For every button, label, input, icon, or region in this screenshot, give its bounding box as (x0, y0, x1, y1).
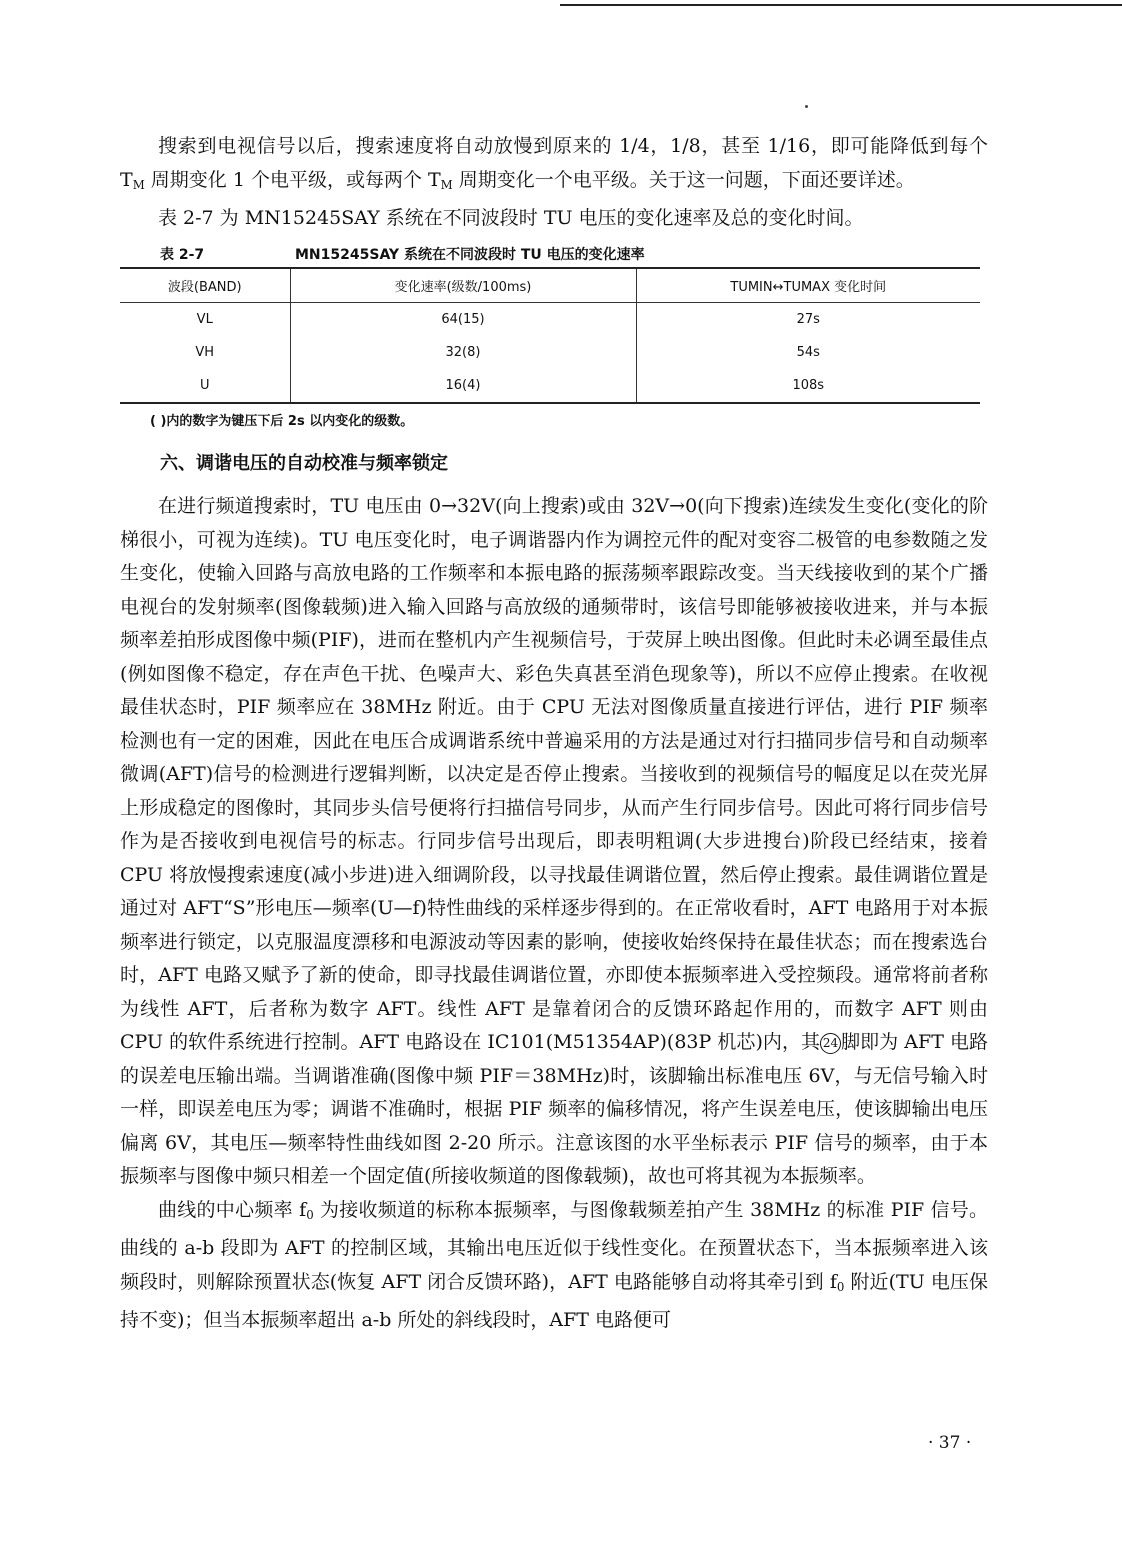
section-heading: 六、调谐电压的自动校准与频率锁定 (160, 453, 448, 475)
table-title: MN15245SAY 系统在不同波段时 TU 电压的变化速率 (295, 247, 645, 264)
table-row (120, 303, 980, 337)
paragraph-table-intro: 表 2-7 为 MN15245SAY 系统在不同波段时 TU 电压的变化速率及总的变化时间。 (158, 206, 864, 229)
table-row (120, 369, 980, 403)
cell-time: 27s (636, 303, 980, 337)
paragraph-center-frequency: 曲线的中心频率 $f_0$ 为接收频道的标称本振频率，与图像载频差拍产生 38MHz 的标准 PIF 信号。曲线的 a-b 段即为 AFT 的控制区域，其输出电压近似于线性变化。在预置状态下，当本振频率进入该频段时，则解除预置状态(恢复 AFT 闭合反馈环路)，AFT 电路能够自动将其牵引到 $f_0$ 附近(TU 电压保持不变)；但当本振频率超出 a-b 所处的斜线段时，AFT 电路便可 (120, 1198, 988, 1332)
scan-speck (805, 105, 808, 108)
table-header-row (120, 268, 980, 303)
cell-time: 54s (636, 336, 980, 369)
cell-rate: 64(15) (290, 303, 636, 337)
cell-rate: 32(8) (290, 336, 636, 369)
page-number: · 37 · (928, 1433, 972, 1453)
table-caption (120, 243, 988, 265)
cell-band: U (199, 378, 210, 394)
cell-band: VH (195, 345, 215, 361)
header-rule (560, 4, 1122, 6)
cell-time: 108s (636, 369, 980, 403)
paragraph-aft-search: 在进行频道搜索时，TU 电压由 0→32V(向上搜索)或由 32V→0(向下搜索)连续发生变化(变化的阶梯很小，可视为连续)。TU 电压变化时，电子调谐器内作为调控元件的配对变容二极管的电参数随之发生变化，使输入回路与高放电路的工作频率和本振电路的振荡频率跟踪改变。当天线接收到的某个广播电视台的发射频率(图像载频)进入输入回路与高放级的通频带时，该信号即能够被接收进来，并与本振频率差拍形成图像中频(PIF)，进而在整机内产生视频信号，于荧屏上映出图像。但此时未必调至最佳点(例如图像不稳定，存在声色干扰、色噪声大、彩色失真甚至消色现象等)，所以不应停止搜索。在收视最佳状态时，PIF 频率应在 38MHz 附近。由于 CPU 无法对图像质量直接进行评估，进行 PIF 频率检测也有一定的困难，因此在电压合成调谐系统中普遍采用的方法是通过对行扫描同步信号和自动频率微调(AFT)信号的检测进行逻辑判断，以决定是否停止搜索。当接收到的视频信号的幅度足以在荧光屏上形成稳定的图像时，其同步头信号便将行扫描信号同步，从而产生行同步信号。因此可将行同步信号作为是否接收到电视信号的标志。行同步信号出现后，即表明粗调(大步进搜台)阶段已经结束，接着 CPU 将放慢搜索速度(减小步进)进入细调阶段，以寻找最佳调谐位置，然后停止搜索。最佳调谐位置是通过对 AFT“S”形电压—频率(U—f)特性曲线的采样逐步得到的。在正常收看时，AFT 电路用于对本振频率进行锁定，以克服温度漂移和电源波动等因素的影响，使接收始终保持在最佳状态；而在搜索选台时，AFT 电路又赋予了新的使命，即寻找最佳调谐位置，亦即使本振频率进入受控频段。通常将前者称为线性 AFT，后者称为数字 AFT。线性 AFT 是靠着闭合的反馈环路起作用的，而数字 AFT 则由 CPU 的软件系统进行控制。AFT 电路设在 IC101(M51354AP)(83P 机芯)内，其 24 脚即为 AFT 电路的误差电压输出端。当调谐准确(图像中频 PIF＝38MHz)时，该脚输出标准电压 6V，与无信号输入时一样，即误差电压为零；调谐不准确时，根据 PIF 频率的偏移情况，将产生误差电压，使该脚输出电压偏离 6V，其电压—频率特性曲线如图 2-20 所示。注意该图的水平坐标表示 PIF 信号的频率，由于本振频率与图像中频只相差一个固定值(所接收频道的图像载频)，故也可将其视为本振频率。 (120, 495, 988, 1188)
header-band: 波段(BAND) (120, 268, 290, 303)
data-table (120, 267, 980, 404)
table-footnote: ( )内的数字为键压下后 2s 以内变化的级数。 (150, 414, 414, 430)
cell-band: VL (196, 312, 213, 328)
cell-rate: 16(4) (290, 369, 636, 403)
pin-number-circled: 24 (820, 1033, 841, 1054)
table-number: 表 2-7 (160, 247, 205, 264)
table-row (120, 336, 980, 369)
paragraph-search-speed: 搜索到电视信号以后，搜索速度将自动放慢到原来的 1/4，1/8，甚至 1/16，即可能降低到每个 $T_M$ 周期变化 1 个电平级，或每两个 $T_M$ 周期变化一个电平级。关于这一问题，下面还要详述。 (120, 135, 988, 192)
header-rate: 变化速率(级数/100ms) (290, 268, 636, 303)
page-body (120, 128, 988, 1338)
header-time: TUMIN↔TUMAX 变化时间 (636, 268, 980, 303)
